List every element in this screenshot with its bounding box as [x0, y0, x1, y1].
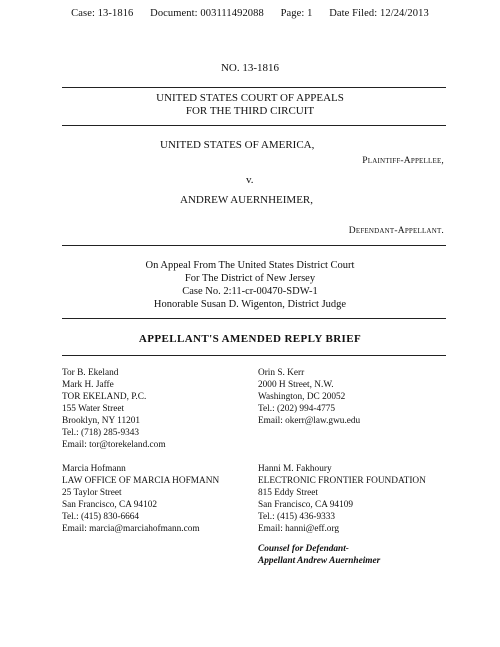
appeal-line-3: Case No. 2:11-cr-00470-SDW-1: [182, 286, 318, 297]
versus: v.: [246, 174, 254, 186]
counsel-line: Washington, DC 20052: [258, 392, 346, 402]
divider-brief: [62, 355, 446, 356]
plaintiff-name: UNITED STATES OF AMERICA,: [160, 139, 315, 151]
court-line-2: FOR THE THIRD CIRCUIT: [185, 105, 315, 117]
court-line-1: UNITED STATES COURT OF APPEALS: [156, 92, 344, 104]
appeal-line-2: For The District of New Jersey: [184, 273, 316, 284]
counsel-for-line-1: Counsel for Defendant-: [258, 544, 349, 554]
case-number: NO. 13-1816: [220, 62, 280, 74]
counsel-line: 25 Taylor Street: [62, 488, 122, 498]
counsel-email: Email: okerr@law.gwu.edu: [258, 416, 361, 426]
counsel-email: Email: marcia@marciahofmann.com: [62, 524, 200, 534]
counsel-line: 2000 H Street, N.W.: [258, 380, 334, 390]
defendant-role: Defendant-Appellant.: [348, 226, 444, 236]
counsel-line: ELECTRONIC FRONTIER FOUNDATION: [258, 476, 426, 486]
appeal-line-4: Honorable Susan D. Wigenton, District Judge: [153, 299, 347, 310]
counsel-line: Tel.: (415) 830-6664: [62, 512, 140, 522]
counsel-for-label: [258, 543, 380, 567]
counsel-email: Email: tor@torekeland.com: [62, 440, 166, 450]
filing-header: [0, 8, 500, 19]
counsel-line: LAW OFFICE OF MARCIA HOFMANN: [62, 476, 220, 486]
divider-top: [62, 87, 446, 88]
divider-parties: [62, 245, 446, 246]
header-case: Case: 13-1816: [71, 8, 134, 19]
counsel-block-hofmann: [62, 463, 219, 535]
counsel-line: Tor B. Ekeland: [62, 368, 119, 378]
court-name: [0, 92, 500, 118]
appeal-info: [0, 259, 500, 311]
counsel-line: San Francisco, CA 94102: [62, 500, 158, 510]
counsel-line: San Francisco, CA 94109: [258, 500, 354, 510]
counsel-line: Tel.: (718) 285-9343: [62, 428, 140, 438]
counsel-block-kerr: [258, 367, 360, 427]
counsel-line: 815 Eddy Street: [258, 488, 318, 498]
counsel-line: Hanni M. Fakhoury: [258, 464, 332, 474]
counsel-line: Mark H. Jaffe: [62, 380, 114, 390]
divider-court: [62, 125, 446, 126]
counsel-block-ekeland: [62, 367, 166, 451]
header-document: Document: 003111492088: [150, 8, 264, 19]
counsel-line: 155 Water Street: [62, 404, 125, 414]
counsel-email: Email: hanni@eff.org: [258, 524, 340, 534]
counsel-line: TOR EKELAND, P.C.: [62, 392, 147, 402]
counsel-line: Orin S. Kerr: [258, 368, 305, 378]
counsel-line: Brooklyn, NY 11201: [62, 416, 141, 426]
appeal-line-1: On Appeal From The United States District Court: [145, 260, 355, 271]
counsel-block-fakhoury: [258, 463, 426, 535]
counsel-for-line-2: Appellant Andrew Auernheimer: [258, 556, 381, 566]
plaintiff-role: Plaintiff-Appellee,: [362, 156, 444, 166]
counsel-line: Marcia Hofmann: [62, 464, 126, 474]
brief-title: APPELLANT'S AMENDED REPLY BRIEF: [138, 333, 362, 345]
header-page: Page: 1: [280, 8, 313, 19]
defendant-name: ANDREW AUERNHEIMER,: [180, 194, 314, 206]
counsel-line: Tel.: (202) 994-4775: [258, 404, 336, 414]
divider-appeal: [62, 318, 446, 319]
counsel-line: Tel.: (415) 436-9333: [258, 512, 336, 522]
header-date-filed: Date Filed: 12/24/2013: [329, 8, 429, 19]
